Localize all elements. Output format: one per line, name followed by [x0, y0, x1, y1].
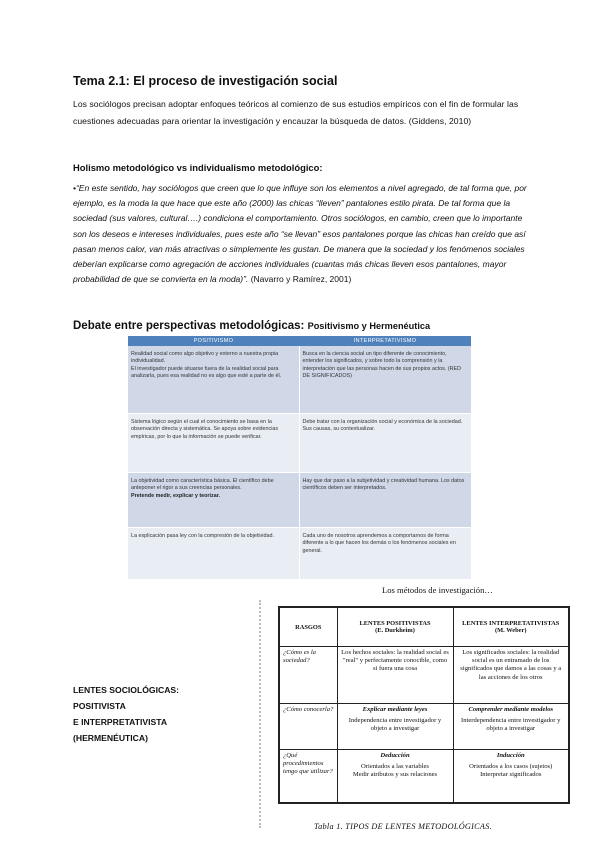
scan-footer-caption: Tabla 1. TIPOS DE LENTES METODOLÓGICAS. [314, 822, 492, 831]
debate-cell-text: Debe tratar con la organización social y económica de la sociedad. Sus causas, su contextualizar. [302, 419, 463, 433]
debate-cell [299, 528, 471, 580]
scan-cell-text: Orientados a las variables [361, 763, 429, 771]
lentes-label-line: LENTES SOCIOLÓGICAS: [73, 685, 179, 695]
scan-cell-text: Interpretar significados [480, 771, 542, 779]
debate-heading [73, 320, 430, 332]
scan-header-text: (E. Durkheim) [375, 627, 415, 634]
debate-header-positivismo: POSITIVISMO [128, 336, 299, 346]
lentes-table [278, 606, 570, 804]
debate-cell [299, 414, 471, 473]
scan-cell-heading: Deducción [380, 752, 410, 759]
debate-cell-text: La objetividad como característica básica. El científico debe anteponer el rigor a sus creencias personales. [131, 478, 274, 492]
scan-question: ¿Cómo es la sociedad? [279, 647, 337, 704]
lentes-label [73, 682, 179, 746]
scan-question: ¿Cómo conocerla? [279, 704, 337, 750]
debate-cell [128, 528, 299, 580]
lentes-label-line: (HERMENÉUTICA) [73, 733, 148, 743]
debate-cell-text: Realidad social como algo objetivo y externo a nuestra propia individualidad. [131, 351, 279, 365]
debate-cell [128, 473, 299, 528]
intro-paragraph: Los sociólogos precisan adoptar enfoques teóricos al comienzo de sus estudios empíricos con el fin de formular las cuestiones adecuadas para orientar la investigación y encauzar la búsqueda de datos. (Giddens, 2010) [73, 99, 519, 126]
scan-cell [337, 750, 453, 804]
debate-cell-text: Busca en la ciencia social un tipo diferente de conocimiento, entender los significados, y sobre todo la comprensión y la interpretación que las personas hacen de sus propios actos. (RED DE SIGNIFICADOS) [302, 351, 462, 380]
debate-cell-text: Pretende medir, explicar y teorizar. [131, 492, 220, 499]
scan-header-text: (M. Weber) [495, 627, 527, 634]
lentes-label-line: POSITIVISTA [73, 701, 126, 711]
debate-cell [299, 473, 471, 528]
debate-cell-text: El investigador puede situarse fuera de la realidad social para analizarla, pues esa realidad no es algo que esté a parte de él. [131, 365, 282, 380]
holismo-quote [73, 181, 531, 287]
scan-caption: Los métodos de investigación… [382, 585, 493, 595]
debate-cell-text: La explicación pasa ley con la compresión de la objetividad. [131, 533, 274, 539]
scan-cell [453, 704, 569, 750]
scan-cell-text: Orientados a los casos (sujetos) [469, 763, 553, 771]
debate-table [128, 336, 472, 580]
debate-cell [128, 414, 299, 473]
holismo-heading: Holismo metodológico vs individualismo metodológico: [73, 162, 323, 173]
scan-cell-heading: Inducción [496, 752, 525, 759]
scan-cell-text: Medir atributos y sus relaciones [352, 771, 438, 779]
debate-heading-main: Debate entre perspectivas metodológicas: [73, 320, 305, 332]
scan-cell [337, 704, 453, 750]
holismo-citation: (Navarro y Ramírez, 2001) [250, 274, 352, 285]
debate-cell-text: Hay que dar paso a la subjetividad y creatividad humana. Los datos científicos deben ser interpretados. [302, 478, 465, 492]
debate-cell-text: Sistema lógico según el cual el conocimiento se basa en la observación directa y sistemática. Se apoya sobre evidencias empíricas, por lo que la información se puede verificar. [131, 419, 279, 440]
scanned-figure [259, 600, 573, 828]
debate-cell [128, 346, 299, 414]
scan-header-rasgos: RASGOS [279, 607, 337, 647]
debate-header-interpretativismo: INTERPRETATIVISMO [299, 336, 471, 346]
scan-cell-text: Independencia entre investigador y objeto a investigar [348, 717, 442, 733]
scan-header-text: LENTES INTERPRETATIVISTAS [462, 620, 560, 627]
scan-header-interpretativistas [453, 607, 569, 647]
debate-heading-sub: Positivismo y Hermenéutica [307, 321, 431, 331]
scan-cell [453, 750, 569, 804]
scan-header-positivistas [337, 607, 453, 647]
debate-cell-text: Cada uno de nosotros aprendemos a comportarnos de forma diferente a lo que hacen los demás o los fenómenos sociales en general. [302, 533, 456, 554]
scan-cell-text: Interdependencia entre investigador y objeto a investigar [461, 717, 561, 733]
page-title: Tema 2.1: El proceso de investigación social [73, 74, 338, 88]
scan-question: ¿Qué procedimientos tengo que utilizar? [279, 750, 337, 804]
scan-cell: Los hechos sociales: la realidad social es "real" y perfectamente conocible, como si fuera una cosa [337, 647, 453, 704]
scan-header-text: LENTES POSITIVISTAS [359, 620, 431, 627]
scan-cell-heading: Explicar mediante leyes [362, 706, 428, 713]
holismo-quote-text: •“En este sentido, hay sociólogos que creen que lo que influye son los elementos a nivel agregado, de tal forma que, por ejemplo, es la moda la que hace que este año (2000) las chicas “lleven” pantalones estilo pirata. De tal forma que la sociedad (sus valores, cultural….) condiciona el comportamiento. Otros sociólogos, en cambio, creen que lo importante son los deseos e intereses individuales, pues este año “se llevan” esos pantalones porque las chicas han creído que así pasan menos calor, van más atractivas o simplemente les gustan. De manera que la sociedad y los fenómenos sociales deberían explicarse como agregación de acciones individuales (cuantas más chicas lleven esos pantalones, mayor probabilidad de que se convierta en la moda)”. [73, 183, 527, 285]
lentes-label-line: E INTERPRETATIVISTA [73, 717, 168, 727]
debate-cell [299, 346, 471, 414]
scan-cell: Los significados sociales: la realidad social es un entramado de los significados que damos a las cosas y a las acciones de los otros [453, 647, 569, 704]
scan-cell-heading: Comprender mediante modelos [468, 706, 554, 713]
